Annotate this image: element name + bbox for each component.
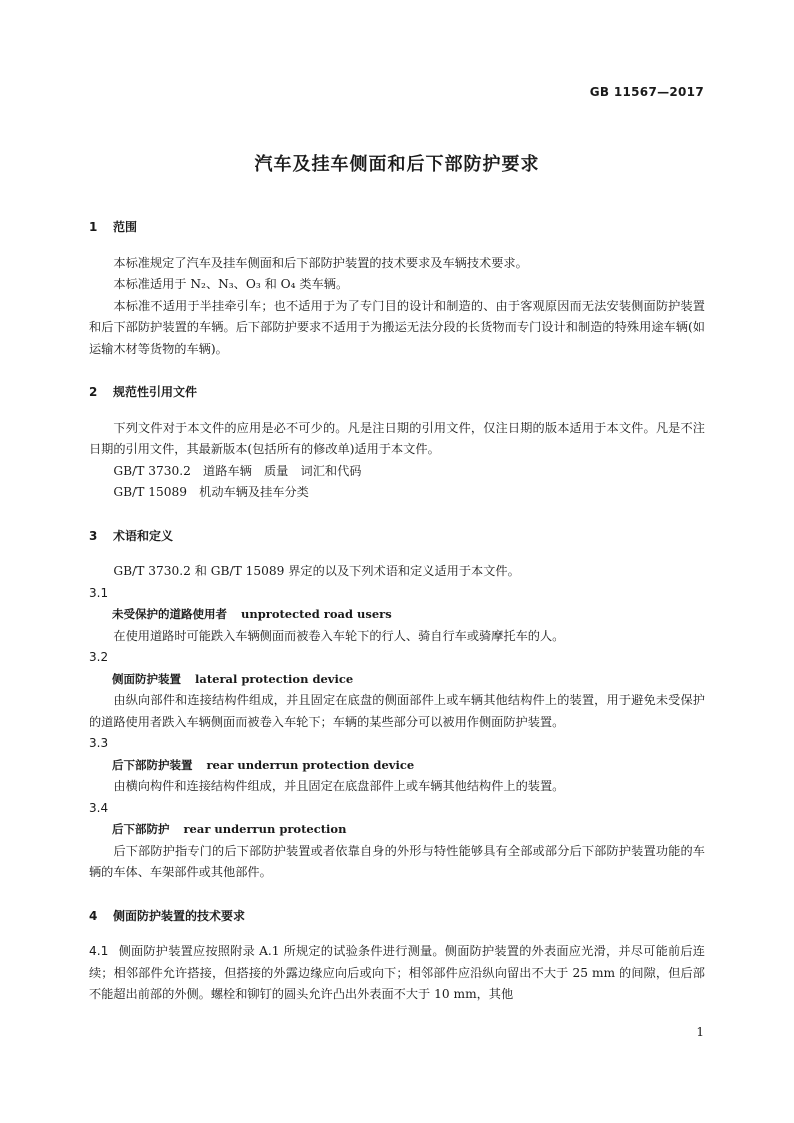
standard-number: GB 11567—2017: [589, 85, 704, 99]
term-number: 3.3: [89, 736, 109, 750]
term-name: [89, 604, 705, 626]
section-number: 2: [89, 385, 98, 399]
term-name-en: unprotected road users: [241, 607, 392, 621]
term-definition: 由纵向部件和连接结构件组成，并且固定在底盘的侧面部件上或车辆其他结构件上的装置，用于避免未受保护的道路使用者跌入车辆侧面而被卷入车轮下；车辆的某些部分可以被用作侧面防护装置。: [89, 693, 705, 729]
term-name-zh: 后下部防护: [112, 822, 170, 836]
section-body: [89, 253, 705, 361]
section-body: [89, 561, 705, 884]
paragraph: 本标准不适用于半挂牵引车；也不适用于为了专门目的设计和制造的、由于客观原因而无法安装侧面防护装置和后下部防护装置的车辆。后下部防护要求不适用于为搬运无法分段的长货物而专门设计和制造的特殊用途车辆(如运输木材等货物的车辆)。: [89, 298, 705, 356]
term-definition: 在使用道路时可能跌入车辆侧面而被卷入车轮下的行人、骑自行车或骑摩托车的人。: [113, 628, 565, 643]
term-name-zh: 后下部防护装置: [112, 757, 193, 772]
paragraph: GB/T 3730.2 和 GB/T 15089 界定的以及下列术语和定义适用于本文件。: [113, 564, 520, 578]
term-name-en: lateral protection device: [195, 671, 354, 686]
term-number: 3.2: [89, 650, 109, 664]
term-entry: [89, 583, 705, 648]
term-name-zh: 未受保护的道路使用者: [112, 607, 227, 621]
section-title: 侧面防护装置的技术要求: [113, 908, 246, 923]
section-title: 范围: [113, 220, 138, 234]
section-heading: [89, 906, 705, 928]
reference-item: GB/T 3730.2 道路车辆 质量 词汇和代码: [113, 463, 362, 478]
section-scope: [89, 217, 705, 360]
section-number: 4: [89, 908, 98, 923]
clause-text: 侧面防护装置应按照附录 A.1 所规定的试验条件进行测量。侧面防护装置的外表面应光滑，并尽可能前后连续；相邻部件允许搭接，但搭接的外露边缘应向后或向下；相邻部件应沿纵向留出不大于 25 mm 的间隙，但后部不能超出前部的外侧。螺栓和铆钉的圆头允许凸出外表面不大于 10 mm，其他: [89, 944, 705, 1001]
term-entry: [89, 647, 705, 733]
section-number: 1: [89, 220, 98, 234]
term-name: [89, 755, 705, 777]
term-name-zh: 侧面防护装置: [112, 671, 181, 686]
section-heading: [89, 526, 705, 548]
page-number: 1: [696, 1025, 704, 1039]
term-name-en: rear underrun protection: [183, 822, 347, 836]
section-lateral-protection-requirements: [89, 906, 705, 1006]
section-terms-definitions: [89, 526, 705, 884]
section-number: 3: [89, 528, 98, 543]
section-body: [89, 941, 705, 1006]
document-body: [89, 217, 705, 1028]
section-body: [89, 418, 705, 504]
term-entry: [89, 798, 705, 884]
paragraph: 本标准适用于 N₂、N₃、O₃ 和 O₄ 类车辆。: [113, 277, 349, 291]
term-number: 3.4: [89, 800, 109, 815]
document-title: 汽车及挂车侧面和后下部防护要求: [254, 154, 540, 175]
clause-number: 4.1: [89, 944, 109, 958]
section-title: 规范性引用文件: [113, 385, 198, 399]
clause: [89, 941, 705, 1006]
term-definition: 后下部防护指专门的后下部防护装置或者依靠自身的外形与特性能够具有全部或部分后下部防护装置功能的车辆的车体、车架部件或其他部件。: [89, 843, 705, 879]
term-name-en: rear underrun protection device: [206, 757, 415, 772]
term-name: [89, 819, 705, 841]
term-definition: 由横向构件和连接结构件组成，并且固定在底盘部件上或车辆其他结构件上的装置。: [113, 779, 565, 793]
reference-item: GB/T 15089 机动车辆及挂车分类: [113, 485, 309, 499]
paragraph: 本标准规定了汽车及挂车侧面和后下部防护装置的技术要求及车辆技术要求。: [113, 255, 528, 270]
paragraph: 下列文件对于本文件的应用是必不可少的。凡是注日期的引用文件，仅注日期的版本适用于本文件。凡是不注日期的引用文件，其最新版本(包括所有的修改单)适用于本文件。: [89, 420, 705, 456]
section-heading: [89, 382, 705, 404]
term-name: [89, 669, 705, 691]
section-title: 术语和定义: [113, 528, 174, 543]
term-entry: [89, 733, 705, 798]
section-heading: [89, 217, 705, 239]
section-normative-references: [89, 382, 705, 504]
term-number: 3.1: [89, 585, 109, 600]
